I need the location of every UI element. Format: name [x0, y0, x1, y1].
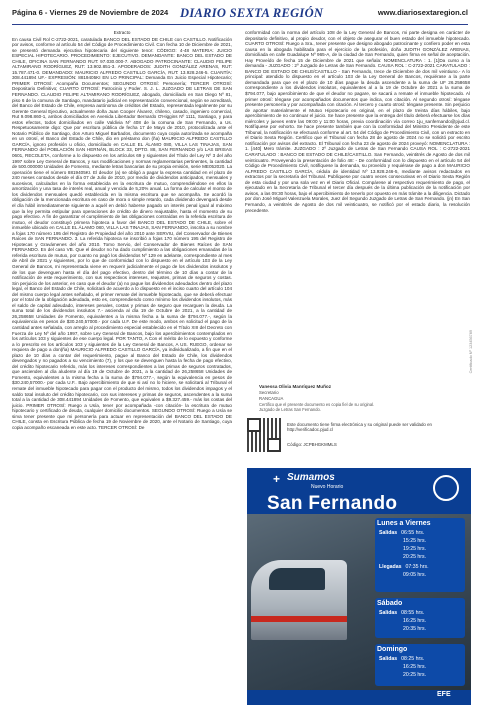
schedule-row: 19:25 hrs. — [403, 546, 427, 552]
qr-code-icon[interactable] — [247, 418, 281, 452]
weekday-title: Lunes a Viernes — [377, 520, 431, 527]
website-link[interactable]: www.diariosextaregion.cl — [377, 8, 468, 17]
legal-notice-right-column — [245, 30, 470, 375]
signer-place: RANCAGUA — [259, 396, 284, 401]
signature-block — [247, 384, 469, 414]
signer-name: Vanessa Olivia Manríquez Muñoz — [259, 384, 331, 389]
schedule-row: Llegadas 07:35 hrs. — [379, 564, 429, 570]
vertical-certificate-note: Certificado Nº 123456789 — [469, 330, 473, 374]
page-header — [12, 6, 468, 25]
schedule-row: Salidas 08:55 hrs. — [379, 610, 425, 616]
qr-verification-block — [247, 418, 469, 452]
schedule-row: 15:25 hrs. — [403, 538, 427, 544]
qr-verification-code: Código: JCPBHGKMMLS — [287, 442, 337, 447]
schedule-row: 20:35 hrs. — [403, 626, 427, 632]
train-schedule-ad — [247, 468, 471, 705]
clock-icon — [433, 475, 459, 501]
notice-body-left: En causa Civil Rol C-2722-2021, caratulada BANCO DEL ESTADO DE CHILE con CASTILLO. Notificación por avisos, conforme al artículo 54 del Código de Procedimiento Civil. Con fecha 10 de Diciembre de 2021, se presentó demanda ejecutiva hipotecaria del siguiente tenor: CÓDIGO: 4-48 MATERIA: JUICIO ESPECIAL HIPOTECARIO. PROCEDIMIENTO: EJECUTIVO. DEMANDANTE: BANCO DEL ESTADO DE CHILE, OFICINA SAN FERNANDO RUT: 97.030.000-7. ABOGADO PATROCINANTE: CLAUDIO FELIPE ALTAMIRANO RODRÍGUEZ, RUT: 13.902.851-3. APODERADOS: JUDITH GONZÁLEZ ARENAS, RUT: 15.787.471-0. DEMANDADO: MAURICIO ALFREDO CASTILLO GARCÍA, RUT: 13.928.246-5. CUANTÍA: 308.441894 UF.- EXPRESIÓN: 8819405KI EN LO PRINCIPAL: Demanda En Juicio Especial Hipotecario; PRIMER OTROSÍ: Acompaña Documentos; SEGUNDO OTROSÍ: Personería; TERCER OTROSÍ: Depositario Definitivo; CUARTO OTROSÍ: Patrocinio y Poder. S. J. L. JUZGADO DE LETRAS DE SAN FERNANDO. CLAUDIO FELIPE ALTAMIRANO RODRÍGUEZ, abogado, domiciliado en San Diego Nº 81, piso 6 de la comuna de Santiago, mandatario judicial en representación convencional, según se acreditará, del Banco del Estado de Chile, empresa autónoma de créditos del Estado, representada legalmente por su Gerente General Ejecutivo, actualmente doña Juan Cooper Álvarez, chileno, casado, ingeniero comercial, Rut 9.098.860-1, ambos domiciliados en Avenida Libertador Bernardo O'Higgins Nº 1111, Santiago, y para estos efectos, todos domiciliados en calle Valdivia Nº 408 de la comuna de San Fernando, a Us. Respetuosamente digo: Que por escritura pública de fecha 17 de Mayo de 2010, protocolizada ante el Notario Público de Santiago, don Arturo Miguel Barbados, documento cuya copia autorizada se acompaña en un otrosí, el Banco del Estado de Chile, dio en préstamo don (ña) MAURICIO ALFREDO CASTILLO GARCÍA, ignoro profesión u oficio, domiciliado en CALLE EL ÁLAMO 080, VILLA LAS TINAJAS, SAN FERNANDO del POBLACIÓN SAN HERNÁN, BLOCK 33, DPTO. 88, SAN FERNANDO y/o LAS BRISAS 0601, RECOLETA, conforme a lo dispuesto en los artículos 69 y siguientes del Título del Ley Nº 3 del año 1997 sobre Ley General de Bancos, y sus modificaciones y normas reglamentarias pertinentes, la cantidad de 500.000000 Unidades de Fomento, mediante letras bancarias de su propia emisión, serie ME052020. La operación tiene el número 8819405KI. El deudor (a) se obligó a pagar la expresa cantidad en el plazo de 240 meses contados desde el día 07 de Julio de 2010, por medio de dividendos anticipados, mensuales y sucesivos, calculados en la forma establecida en la escritura de mutuo, comprendiéndose en ellos la amortización y una tasa de interés real, anual y vencida de 5,20% anual. La forma de calcular el monto de los dividendos mensuales quedó establecida en la misma escritura que se acompaña. Se acordó la obligación de la mencionada escritura en caso de mora o simple retardo, cada dividendo devengará desde el día hábil inmediatamente siguiente a aquél en debió haberse pagado un interés penal igual al máximo que la ley permita estipular para operaciones de crédito de dinero reajustable, hasta el momento de su pago efectivo. A fin de garantizar el cumplimiento de las obligaciones contraídas en la referida escritura de mutuo, el deudor constituyó primera hipoteca a favor del BANCO DEL ESTADO DE CHILE, sobre el inmueble ubicado en CALLE EL ÁLAMO 080, VILLA LAS TINAJAS, SAN FERNANDO, inscrita a su nombre a fojas 170 número 195 del Registro de Propiedad del año 2010 ante SERVIU, del Conservador de Bienes Raíces de SAN FERNANDO. 3. La referida hipoteca se inscribió a fojas 170 número 195 del Registro de Hipotecas y Gravámenes del año 2010. Tomo Servio, del Conservador de Bienes Raíces de SAN FERNANDO. En del caso VB. Que el deudor no ha dado cumplimiento a las obligaciones emanadas de la referida escritura de mutuo, por cuanto no pagó los dividendos Nº 129 en adelante, correspondiente al mes de Abril de 2021 y siguientes, por lo que de conformidad con lo dispuesto en el artículo 103 de la Ley General de Bancos, mi representada viene en requerir judicialmente el pago de los dividendos insolutos y de los que devenguen hasta el día del pago efectivo, dentro del término de 10 días a contar de la notificación de este requerimiento, con sus respectivos intereses, reajustes, primas de seguros y costas. Sin perjuicio de los anterior, en caso que el deudor (a) no pague los dividendos adeudados dentro del plazo legal, el Banco del Estado de Chile, solicitará de acuerdo a lo dispuesto en el inciso cuarto del artículo 104 del mismo cuerpo legal antes señalado, el primer remate del inmueble hipotecado, que se deberá efectuar por el total de la obligación adeudada, esto es, comprendiendo como mínimo los dividendos insolutos, más el saldo de capital adeudado, intereses penales, costas y primas de seguro que recarguen la deuda. La suma total de los dividendos insolutos 7.- ascienda al día 19 de Octubre de 2021, a la cantidad de 26,258658 Unidades de Fomento, equivalentes a la misma fecha a la suma de $794.077.-, según la equivalencia en pesos de $30.240,57000.- por cada U.F. De este modo, ambos en solicitud el pago de la cantidad antes señalada, con arreglo al procedimiento especial establecido en el Título XIII del Decreto con Fuerza de Ley Nº del año 1997, sobre Ley General de Bancos, bajo los apercibimientos contemplados en los artículos 103 y siguientes de ese cuerpo legal. POR TANTO, A Con el mérito de lo expuesto y conforme a lo prescrito en los artículos 103 y siguientes de la Ley General de Bancos, A US. RUEGO, ordenar se requiera de pago a don(ña) MAURICIO ALFREDO CASTILLO GARCÍA, ya individualizado, a fin que en el plazo de 10 días a contar del requerimiento, pague al Banco del Estado de Chile, los dividendos devengados y no pagados a su vencimiento (7), y los que se devenguen hasta la fecha de pago efectivo, del crédito hipotecario referido, más los intereses correspondientes a las primas de seguros contratados, que ascienden al día aludente al día 19 de Octubre de 2021, a la cantidad de 26,258658 Unidades de Fomento, equivalentes a la misma fecha a la suma de $794.077.-, según la equivalencia en pesos de $30.240,57000.- por cada U.F.. Bajo apercibimiento de que si así no lo hiciere, se solicitará al Tribunal el remate del inmueble hipotecado para pagar con el producto del mismo, todos los dividendos impagos y el saldo total insoluto del crédito hipotecario, con sus intereses y primas de seguros, ascendentes a la suma total a la cantidad de 308.441894 Unidades de Fomento, que equivalen a $9.327.459.- más los costas del juicio. PRIMER OTROSÍ: Ruego a Usía, tener por acompañada -con citación- la escritura de mutuo hipotecario y certificado de deuda, cualquier domicilio documentos. SEGUNDO OTROSÍ: Ruego a Usía se sirva tener presente que mi personería para actuar en representación del BANCO DEL ESTADO DE CHILE, consta en Escritura Pública de fecha 19 de Noviembre de 2020, ante el Notario de Santiago, cuya copia acompaño escaneada en este acto. TERCER OTROSÍ: De — [12, 36, 232, 430]
efe-logo: EFE — [437, 691, 451, 698]
schedule-row: Salidas 08:25 hrs. — [379, 656, 425, 662]
schedule-row: 16:25 hrs. — [403, 664, 427, 670]
plus-icon: + — [273, 472, 281, 486]
saturday-title: Sábado — [377, 600, 403, 607]
schedule-row: 20:25 hrs. — [403, 672, 427, 678]
ad-headline: Sumamos — [287, 472, 335, 483]
notice-body-right: conformidad con la norma del artículo 108 de la Ley General de Bancos, mi parte designa en carácter de depositario definitivo, al propio deudor, con el objeto de asegurar el buen estado del inmueble hipotecado. CUARTO OTROSÍ: Ruego a Sra., tener presente que designo abogado patrocinante y confiero poder en esta causa en la abogada habilitada para el ejercicio de la profesión, doña JUDITH GONZÁLEZ ARENAS, domiciliada en calle Guadalupe Nº 965-A, de la ciudad de San Fernando, quien firma en señal de aceptación. Hay Proveído de fecha 15 de Diciembre de 2021 que señala: NOMENCLATURA : 1. [1]Da curso a la demanda - JUZGADO : 2º Juzgado de Letras de San Fernando. CAUSA ROL : C-2722-2021 CARATULADO : BANCO DE ESTADO DE CHILE/CASTILLO - San Fernando, trece de Diciembre de dos mil veintiuno.- A lo principal: atendido lo dispuesto en el artículo 103 de la Ley General de Bancos, requiérase a la parte demandada para que en el plazo de 10 días pague la deuda ascendente a la suma de UF 26.258658 correspondiente a los dividendos insolutos, equivalentes al a la 19 de Octubre de 2021 a la suma de $794.077, bajo apercibimiento de que el deudor no pagare, se sacará a remate el inmueble hipotecado. Al primer otrosí: téngase por acompañados documentos que indica, con citación. Al segundo otrosí: téngase presente personería y por acompañada con citación. Al tercero y cuarto otrosí: téngase presente. Sin perjuicio de aportar materialmente el Mutuo Hipotecario en original, en el plazo de treinta días hábiles, bajo apercibimiento de no continuar el juicio. Se hace presente que la entrega del título deberá efectuarse los días miércoles y jueves entre las 09:00 y 11:00 horas, previa coordinación vía correo 1ju_sanfernando@pjud.cl. Notifíquese por exhorto. Se hace presente también que con la conformidad del Ministro Presidente de este Tribunal, la notificación se efectuará conforme al art. 54 del Código de Procedimiento Civil, con un extracto en el Diario Sexta Región. Certifico que el Tribunal con fecha 28 de agosto de 2024 no se solicitó por escrito notificación por avisos del extracto. El Tribunal con fecha 23 de agosto de 2024 proveyó: NOMENCLATURA : 1. [440] Mero trámite. JUZGADO : 2º Juzgado de Letras de San Fernando CAUSA ROL : C-2722-2021 CARATULADO : BANCO DE ESTADO DE CHILE/CASTILLO. San Fernando, veintitrés de Agosto de dos mil veinticuatro. Proveyendo la presentación de folio 48: - De conformidad con lo dispuesto en el artículo 54 del Código de Procedimiento Civil, notifíquese la demanda, su proveído y requiérase de pago a don MAURICIO ALFREDO CASTILLO GARCÍA, cédula de identidad Nº 13.928.246-5, mediante avisos redactados en extractos por la secretaría del Tribunal. Publíquese por cuatro veces consecutivas en el Diario Sexta Región de esta ciudad y por una sola vez en el Diario Oficial. Compárese al respectivo requerimiento de pago, el ejecutado en la Secretaría de Tribunal el tercer día después de la última publicación de la notificación por avisos, a las 09:30 horas, bajo el apercibimiento de tenerlo por opuesto en más trámite a la diligencia. Dictado por don José Miguel Valenzuela Morales, Juez del Segundo Juzgado de Letras de San Fernando. (jn) En San Fernando, a veintitrés de Agosto de dos mil veinticuatro, se notificó por el estado diario, la resolución precedente. — [245, 30, 470, 213]
newspaper-title: DIARIO SEXTA REGIÓN — [180, 6, 324, 20]
ad-city: San Fernando — [267, 493, 398, 514]
signer-role: Secretario — [259, 390, 279, 395]
qr-verification-text: Este documento tiene firma electrónica y su original puede ser validado en http://verificadoc.pjud.cl — [287, 422, 432, 433]
page-number-date: Página 6 - Viernes 29 de Noviembre de 2024 — [12, 8, 169, 17]
legal-notice-left-column — [12, 30, 232, 705]
notice-title: Extracto — [113, 30, 131, 35]
schedule-row: Salidas 06:55 hrs. — [379, 530, 425, 536]
sunday-title: Domingo — [377, 646, 408, 653]
ad-subheadline: Nuevo Horario — [311, 484, 344, 490]
schedule-row: 16:25 hrs. — [403, 618, 427, 624]
schedule-row: 09:05 hrs. — [403, 572, 427, 578]
schedule-row: 20:25 hrs. — [403, 554, 427, 560]
signer-note: Certifico que el presente documento es copia fiel de su original. Juzgado de Letras San Fernando. — [259, 402, 375, 412]
train-stripe — [251, 616, 347, 622]
train-window — [269, 568, 325, 590]
